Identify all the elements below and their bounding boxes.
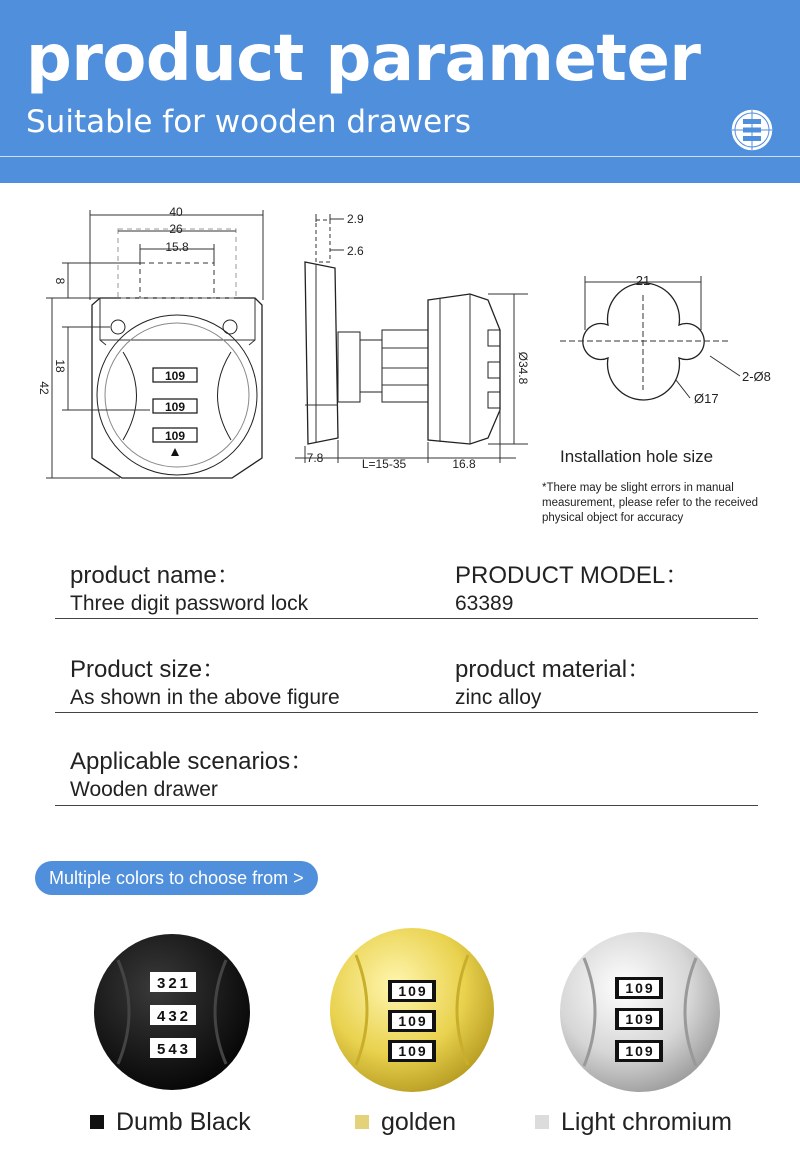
- front-view: [37, 205, 263, 478]
- spec-row-scenario: [55, 713, 758, 806]
- lock-gold: [330, 928, 494, 1092]
- chrome-dial-2: 109: [625, 1011, 655, 1027]
- header-banner: [0, 0, 800, 183]
- dim-21: 21: [635, 273, 651, 288]
- dim-18: 18: [53, 359, 67, 373]
- spec-row-name: [55, 552, 758, 619]
- dim-15-8: 15.8: [165, 240, 189, 254]
- dim-7-8: 7.8: [306, 451, 324, 465]
- product-material-value: zinc alloy: [455, 686, 542, 709]
- chrome-dial-3: 109: [625, 1043, 655, 1059]
- dim-2-9: 2.9: [347, 212, 364, 226]
- product-size-label: Product size：: [70, 656, 227, 683]
- black-color-name: Dumb Black: [116, 1108, 251, 1136]
- chrome-dial-1: 109: [625, 980, 655, 996]
- dim-8: 8: [53, 277, 67, 285]
- dim-40: 40: [169, 205, 183, 219]
- gold-dial-2: 109: [398, 1013, 428, 1029]
- product-model-label: PRODUCT MODEL：: [455, 562, 690, 589]
- black-swatch: [90, 1115, 104, 1129]
- color-option-chrome: [535, 1108, 732, 1137]
- dim-26: 26: [169, 222, 183, 236]
- color-option-gold: [355, 1108, 456, 1137]
- measurement-note: *There may be slight errors in manual measurement, please refer to the received physical object for accuracy: [542, 482, 759, 524]
- gold-dial-3: 109: [398, 1043, 428, 1059]
- front-dial-1: 109: [164, 369, 186, 383]
- product-model-value: 63389: [455, 592, 514, 615]
- product-size-value: As shown in the above figure: [70, 686, 340, 709]
- dim-16-8: 16.8: [452, 457, 476, 471]
- color-variants: [0, 905, 800, 1105]
- black-dial-1: 321: [156, 975, 192, 992]
- gold-dial-1: 109: [398, 983, 428, 999]
- chrome-swatch: [535, 1115, 549, 1129]
- dim-d17: Ø17: [694, 391, 719, 406]
- gold-swatch: [355, 1115, 369, 1129]
- front-dial-3: 109: [164, 429, 186, 443]
- brand-logo-icon: [728, 106, 776, 154]
- page-subtitle: Suitable for wooden drawers: [26, 104, 472, 140]
- page-title: product parameter: [26, 22, 701, 96]
- dim-42: 42: [37, 381, 51, 395]
- chrome-color-name: Light chromium: [561, 1108, 732, 1136]
- lock-chrome: [560, 932, 720, 1092]
- spec-row-size: [55, 619, 758, 713]
- black-dial-3: 543: [156, 1041, 192, 1058]
- black-dial-2: 432: [156, 1008, 192, 1025]
- colors-section-pill: Multiple colors to choose from >: [35, 861, 318, 895]
- front-dial-2: 109: [164, 400, 186, 414]
- dim-34-8: Ø34.8: [516, 351, 530, 385]
- lock-black: [94, 934, 250, 1090]
- scenario-value: Wooden drawer: [70, 778, 218, 801]
- dim-2-d8: 2-Ø8: [742, 369, 771, 384]
- header-divider: [0, 156, 800, 157]
- dim-l: L=15-35: [361, 457, 407, 471]
- product-material-label: product material：: [455, 656, 652, 683]
- hole-view: [560, 273, 771, 406]
- product-name-label: product name：: [70, 562, 241, 589]
- scenario-label: Applicable scenarios：: [70, 748, 315, 775]
- dim-2-6: 2.6: [347, 244, 364, 258]
- side-view: [295, 212, 530, 471]
- installation-hole-label: Installation hole size: [560, 447, 714, 466]
- color-option-black: [90, 1108, 251, 1137]
- gold-color-name: golden: [381, 1108, 457, 1136]
- product-name-value: Three digit password lock: [70, 592, 309, 615]
